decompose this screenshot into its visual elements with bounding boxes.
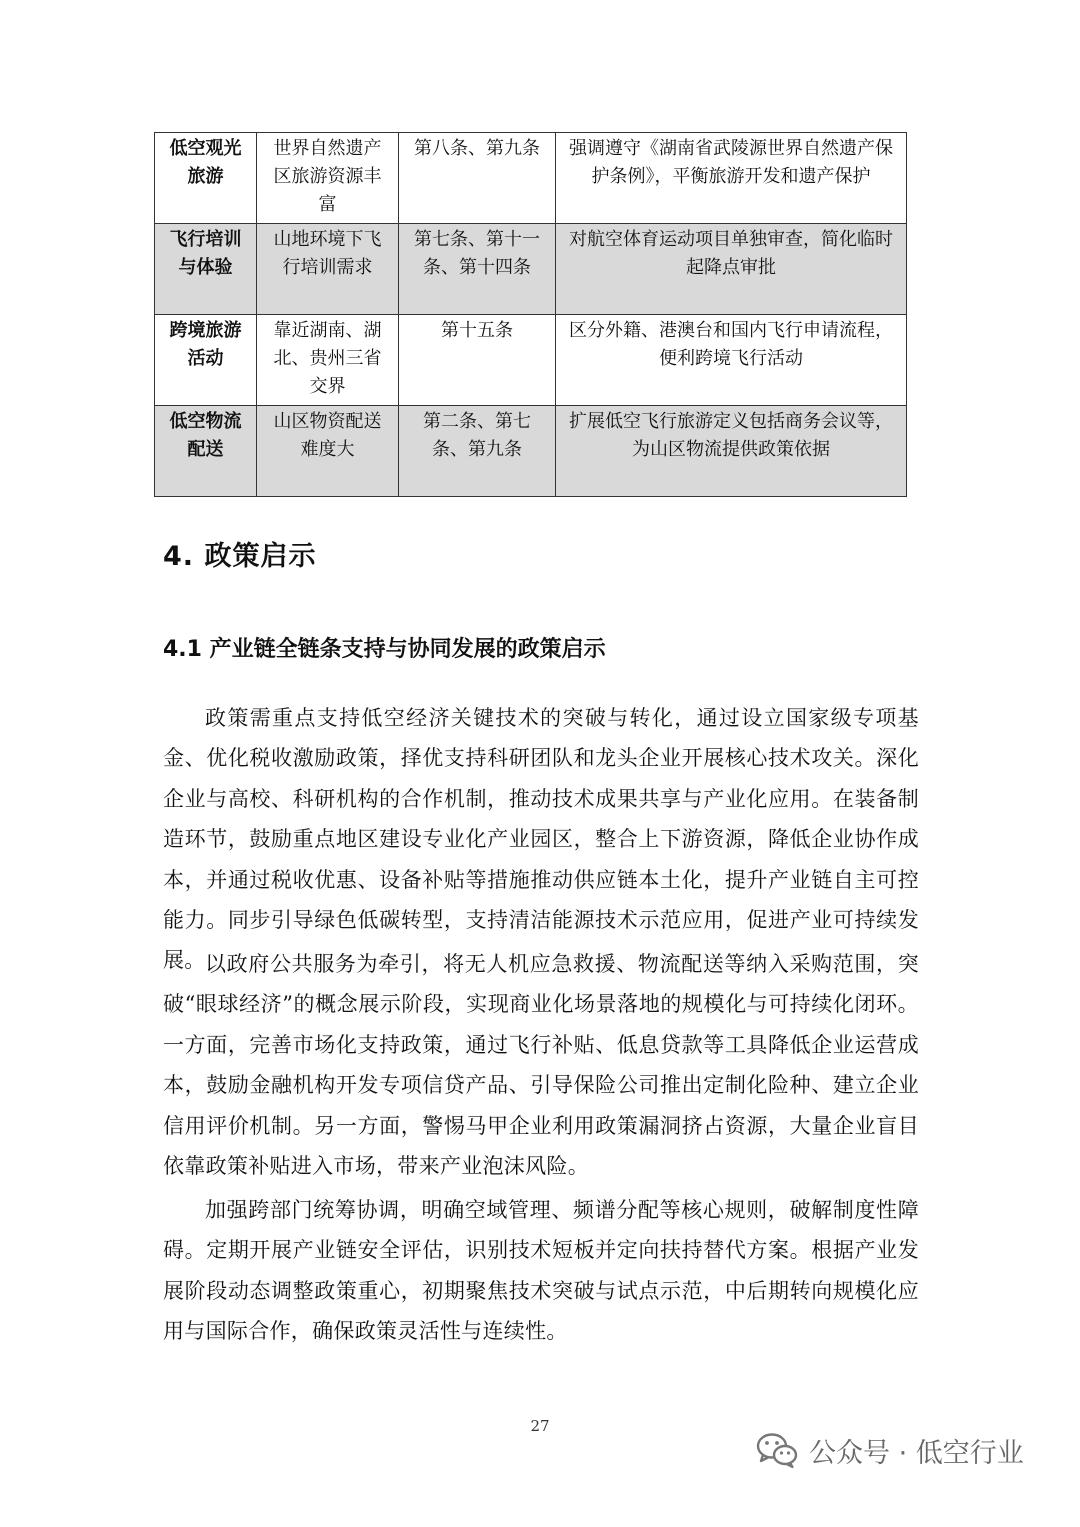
scenario-cell: 低空物流配送	[155, 406, 257, 497]
scenario-cell: 跨境旅游活动	[155, 315, 257, 406]
articles-cell: 第七条、第十一条、第十四条	[399, 224, 556, 315]
policy-table	[154, 132, 907, 497]
wechat-icon	[755, 1431, 799, 1469]
scenario-cell: 低空观光旅游	[155, 133, 257, 224]
feature-cell: 靠近湖南、湖北、贵州三省交界	[257, 315, 399, 406]
articles-cell: 第十五条	[399, 315, 556, 406]
watermark-text: 公众号 · 低空行业	[809, 1437, 1024, 1469]
page-number: 27	[530, 1417, 550, 1435]
feature-cell: 山地环境下飞行培训需求	[257, 224, 399, 315]
feature-cell: 山区物资配送难度大	[257, 406, 399, 497]
table-row	[155, 224, 907, 315]
body-paragraph: 政策需重点支持低空经济关键技术的突破与转化，通过设立国家级专项基金、优化税收激励政策，择优支持科研团队和龙头企业开展核心技术攻关。深化企业与高校、科研机构的合作机制，推动技术成果共享与产业化应用。在装备制造环节，鼓励重点地区建设专业化产业园区，整合上下游资源，降低企业协作成本，并通过税收优惠、设备补贴等措施推动供应链本土化，提升产业链自主可控能力。同步引导绿色低碳转型，支持清洁能源技术示范应用，促进产业可持续发展。	[163, 706, 919, 973]
notes-cell: 强调遵守《湖南省武陵源世界自然遗产保护条例》，平衡旅游开发和遗产保护	[556, 133, 907, 224]
table-row	[155, 133, 907, 224]
articles-cell: 第八条、第九条	[399, 133, 556, 224]
notes-cell: 对航空体育运动项目单独审查，简化临时起降点审批	[556, 224, 907, 315]
watermark	[755, 1428, 1024, 1472]
body-paragraph: 以政府公共服务为牵引，将无人机应急救援、物流配送等纳入采购范围，突破“眼球经济”的概念展示阶段，实现商业化场景落地的规模化与可持续化闭环。一方面，完善市场化支持政策，通过飞行补贴、低息贷款等工具降低企业运营成本，鼓励金融机构开发专项信贷产品、引导保险公司推出定制化险种、建立企业信用评价机制。另一方面，警惕马甲企业利用政策漏洞挤占资源，大量企业盲目依靠政策补贴进入市场，带来产业泡沫风险。	[163, 952, 919, 1179]
table-row	[155, 315, 907, 406]
notes-cell: 扩展低空飞行旅游定义包括商务会议等，为山区物流提供政策依据	[556, 406, 907, 497]
feature-cell: 世界自然遗产区旅游资源丰富	[257, 133, 399, 224]
articles-cell: 第二条、第七条、第九条	[399, 406, 556, 497]
section-heading: 4. 政策启示	[163, 541, 317, 572]
notes-cell: 区分外籍、港澳台和国内飞行申请流程，便利跨境飞行活动	[556, 315, 907, 406]
body-paragraph: 加强跨部门统筹协调，明确空域管理、频谱分配等核心规则，破解制度性障碍。定期开展产业链安全评估，识别技术短板并定向扶持替代方案。根据产业发展阶段动态调整政策重心，初期聚焦技术突破与试点示范，中后期转向规模化应用与国际合作，确保政策灵活性与连续性。	[163, 1198, 919, 1344]
subsection-heading: 4.1 产业链全链条支持与协同发展的政策启示	[163, 637, 606, 662]
scenario-cell: 飞行培训与体验	[155, 224, 257, 315]
table-row	[155, 406, 907, 497]
